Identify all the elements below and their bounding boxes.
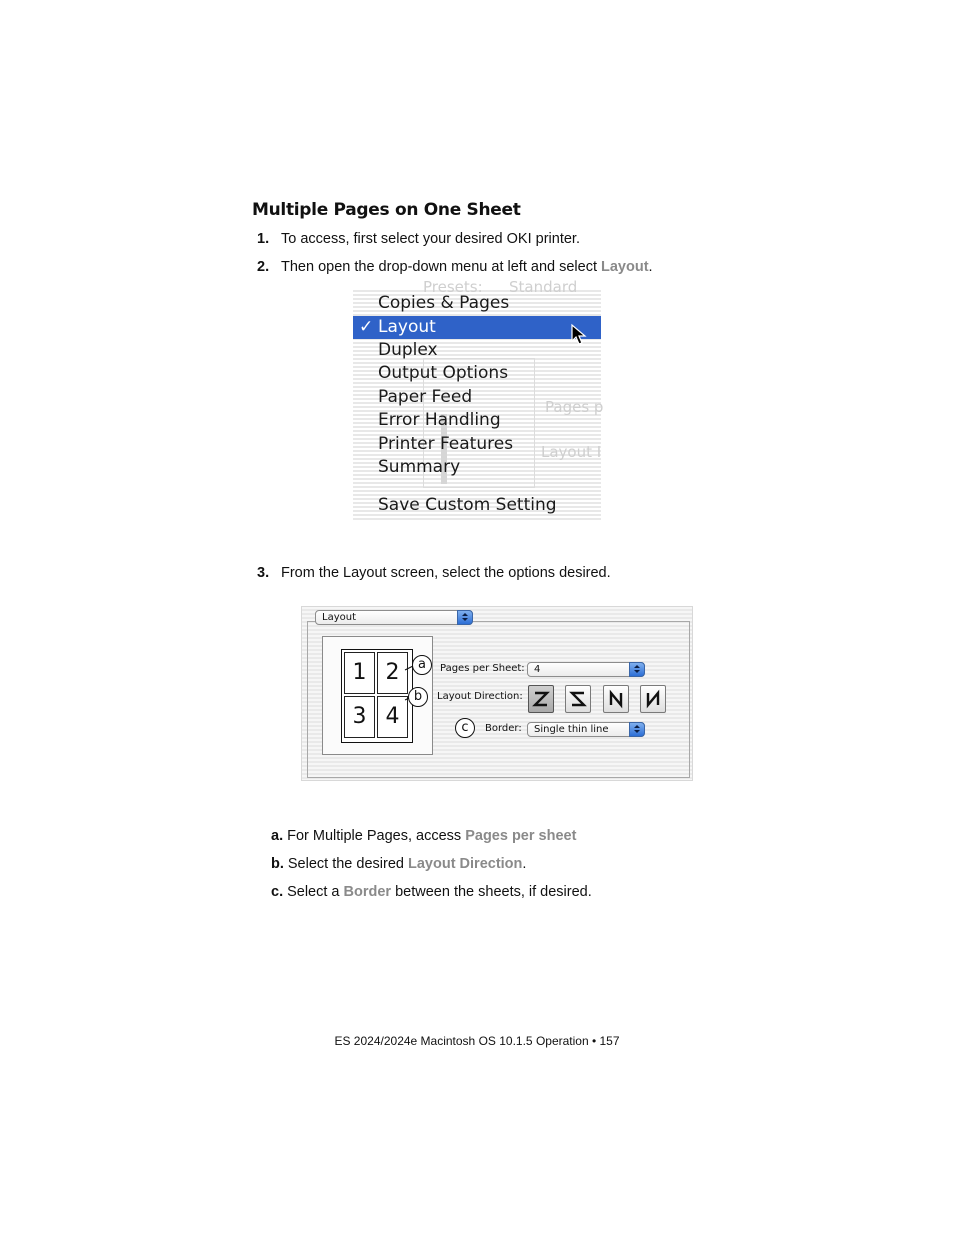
preview-page-2: 2 <box>377 652 408 694</box>
pages-per-sheet-popup[interactable] <box>527 662 645 677</box>
menu-item-label: Summary <box>378 457 461 477</box>
callout-c: c <box>455 718 475 738</box>
menu-item-layout[interactable] <box>353 316 601 339</box>
sub-step-highlight: Pages per sheet <box>465 828 577 844</box>
border-label: Border: <box>485 723 522 734</box>
step-text-end: . <box>648 259 653 275</box>
step-text: Then open the drop-down menu at left and select <box>281 259 602 275</box>
menu-item-label: Output Options <box>378 363 509 383</box>
menu-item-label: Duplex <box>378 340 438 360</box>
step-1 <box>257 229 580 249</box>
z-direction-button[interactable] <box>528 685 554 713</box>
sub-step-b <box>271 854 526 874</box>
sub-step-text: Select a <box>287 884 344 900</box>
reverse-n-direction-icon <box>641 686 665 712</box>
menu-item-label: Layout <box>378 317 436 337</box>
sub-step-text: For Multiple Pages, access <box>287 828 466 844</box>
border-popup[interactable] <box>527 722 645 737</box>
sub-step-text-end: between the sheets, if desired. <box>391 884 592 900</box>
menu-item-save-custom-setting[interactable] <box>353 494 601 517</box>
reverse-n-direction-button[interactable] <box>640 685 666 713</box>
step-highlight: Layout <box>601 259 649 275</box>
menu-item-summary[interactable] <box>353 456 601 479</box>
sub-step-highlight: Layout Direction <box>408 856 523 872</box>
menu-item-label: Save Custom Setting <box>378 495 557 515</box>
menu-item-error-handling[interactable] <box>353 409 601 432</box>
pages-per-sheet-label: Pages per Sheet: <box>440 663 525 674</box>
menu-item-label: Paper Feed <box>378 387 473 407</box>
panel-popup-menu[interactable] <box>315 610 473 625</box>
step-text: To access, first select your desired OKI printer. <box>281 231 580 247</box>
checkmark-icon: ✓ <box>359 317 374 337</box>
sub-step-highlight: Border <box>343 884 392 900</box>
ghost-text: Layout I <box>541 443 602 461</box>
layout-direction-label: Layout Direction: <box>437 691 523 702</box>
layout-preview-sheet <box>341 649 413 743</box>
menu-item-paper-feed[interactable] <box>353 386 601 409</box>
ghost-text: Presets: <box>423 278 483 296</box>
page-footer: ES 2024/2024e Macintosh OS 10.1.5 Operation • 157 <box>334 1034 620 1048</box>
step-number: 2. <box>257 259 270 275</box>
callout-b: b <box>408 687 428 707</box>
sub-step-c <box>271 882 592 902</box>
menu-item-duplex[interactable] <box>353 339 601 362</box>
popup-arrows-icon <box>457 610 473 625</box>
menu-item-output-options[interactable] <box>353 362 601 385</box>
reverse-z-direction-icon <box>566 686 590 712</box>
sub-step-label: a. <box>271 828 284 844</box>
reverse-z-direction-button[interactable] <box>565 685 591 713</box>
mouse-cursor-icon <box>571 324 587 346</box>
section-title: Multiple Pages on One Sheet <box>252 200 521 220</box>
n-direction-button[interactable] <box>603 685 629 713</box>
sub-step-a <box>271 826 576 846</box>
menu-item-copies-pages[interactable] <box>353 292 601 315</box>
z-direction-icon <box>529 686 553 712</box>
pages-per-sheet-value: 4 <box>534 664 541 675</box>
menu-item-printer-features[interactable] <box>353 433 601 456</box>
menu-item-label: Printer Features <box>378 434 514 454</box>
step-3 <box>257 563 611 583</box>
sub-step-label: b. <box>271 856 284 872</box>
callout-a: a <box>412 655 432 675</box>
menu-item-label: Copies & Pages <box>378 293 510 313</box>
popup-arrows-icon <box>629 662 645 677</box>
n-direction-icon <box>604 686 628 712</box>
preview-page-1: 1 <box>344 652 375 694</box>
printer-menu-screenshot <box>353 278 604 522</box>
border-value: Single thin line <box>534 724 609 735</box>
step-text: From the Layout screen, select the options desired. <box>281 565 611 581</box>
sub-step-label: c. <box>271 884 284 900</box>
preview-page-3: 3 <box>344 696 375 738</box>
sub-step-text: Select the desired <box>287 856 408 872</box>
menu-item-label: Error Handling <box>378 410 501 430</box>
popup-arrows-icon <box>629 722 645 737</box>
panel-popup-value: Layout <box>322 612 356 623</box>
step-number: 3. <box>257 565 270 581</box>
step-number: 1. <box>257 231 270 247</box>
step-2 <box>257 257 653 277</box>
sub-step-text-end: . <box>522 856 527 872</box>
preview-page-4: 4 <box>377 696 408 738</box>
ghost-text: Standard <box>509 278 578 296</box>
ghost-text: Pages p <box>545 398 604 416</box>
